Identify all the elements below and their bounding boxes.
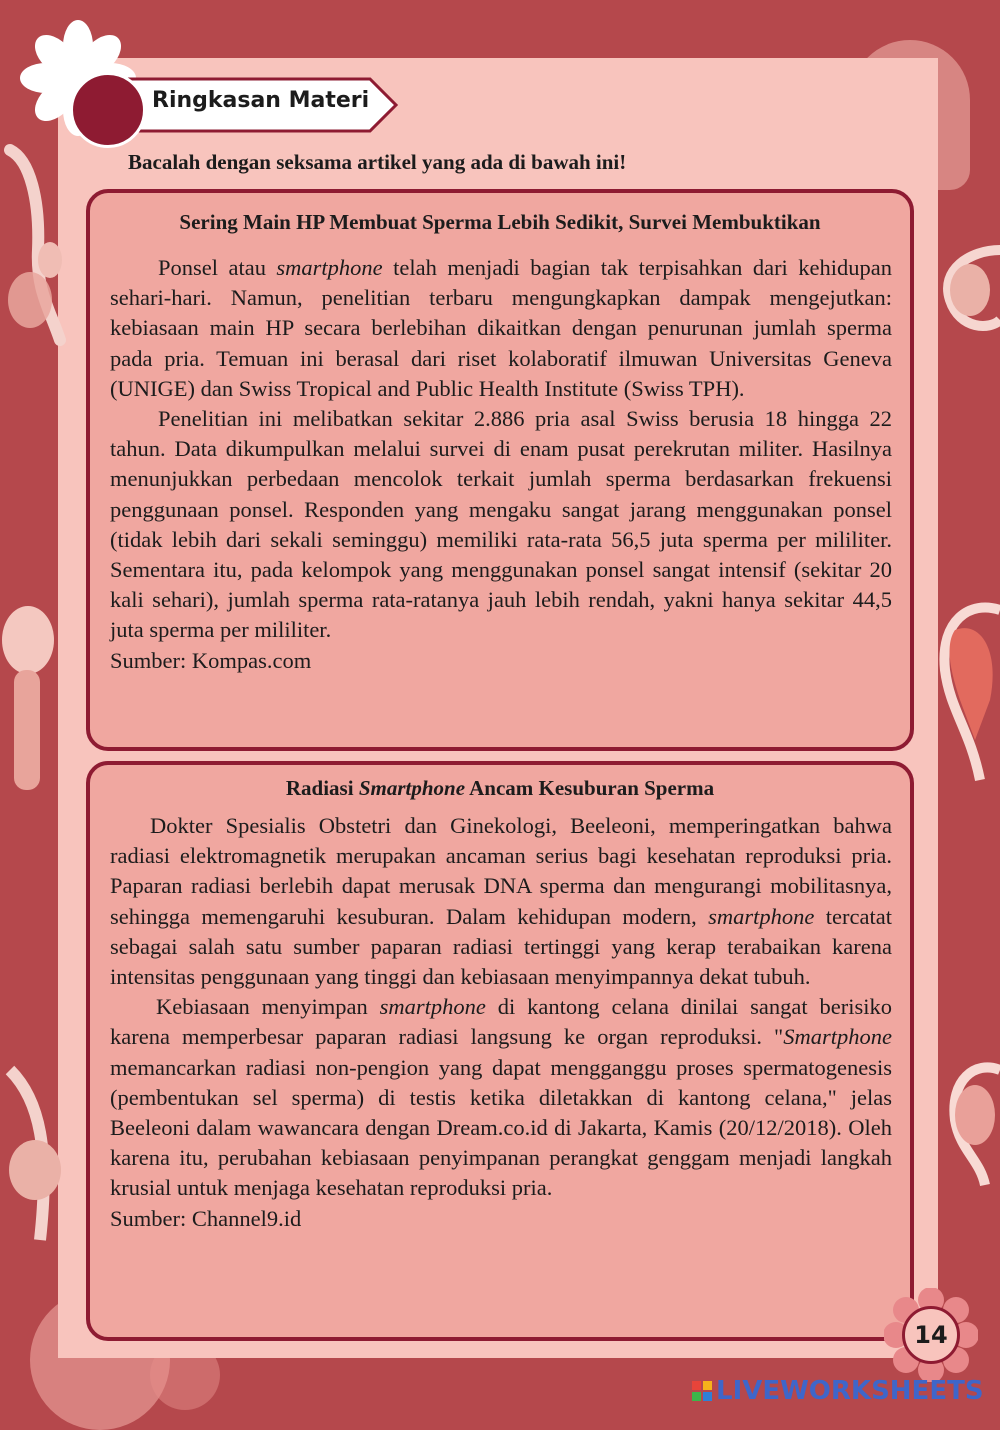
uterus-illustration-right-mid-icon [930, 590, 1000, 790]
article-2-paragraph-1 [110, 811, 892, 992]
page-number: 14 [902, 1306, 960, 1364]
text-run: di kantong celana dinilai sangat berisiko karena memperbesar paparan radiasi langsung ke organ reproduksi. " [110, 994, 892, 1050]
reproductive-illustration-left-bottom-icon [0, 1060, 70, 1250]
text-run: memancarkan radiasi non-pengion yang dapat mengganggu proses spermatogenesis (pembentukan sel sperma) di testis ketika diletakkan di kantong celana," jelas Beeleoni dalam wawancara dengan Dream.co.id di Jakarta, Kamis (20/12/2018). Oleh karena itu, perubahan kebiasaan penyimpanan perangkat genggam menjadi langkah krusial untuk menjaga kesehatan reproduksi pria. [110, 1054, 892, 1201]
article-1-body [110, 253, 892, 676]
article-2-source: Sumber: Channel9.id [110, 1205, 302, 1231]
text-run: telah menjadi bagian tak terpisahkan dari kehidupan sehari-hari. Namun, penelitian terbaru mengungkapkan dampak mengejutkan: kebiasaan main HP secara berlebihan dikaitkan dengan penurunan jumlah sperma pada pria. Temuan ini berasal dari riset kolaboratif ilmuwan Universitas Geneva (UNIGE) dan Swiss Tropical and Public Health Institute (Swiss TPH). [110, 255, 892, 401]
article-2-title [90, 776, 910, 801]
italic-text: Smartphone [358, 776, 466, 800]
italic-text: smartphone [379, 994, 486, 1020]
italic-text: smartphone [708, 903, 815, 929]
article-1-paragraph-2: Penelitian ini melibatkan sekitar 2.886 pria asal Swiss berusia 18 hingga 22 tahun. Data dikumpulkan melalui survei di enam pusat perekrutan militer. Hasilnya menunjukkan perbedaan mencolok terkait jumlah sperma berdasarkan frekuensi penggunaan ponsel. Responden yang mengaku sangat jarang menggunakan ponsel (tidak lebih dari sekali seminggu) memiliki rata-rata 56,5 juta sperma per mililiter. Sementara itu, pada kelompok yang menggunakan ponsel sangat intensif (sekitar 20 kali sehari), jumlah sperma rata-ratanya jauh lebih rendah, yakni hanya sekitar 44,5 juta sperma per mililiter. [110, 406, 892, 643]
liveworksheets-logo-icon [692, 1381, 712, 1401]
italic-text: Smartphone [783, 1024, 892, 1050]
uterus-illustration-right-bottom-icon [935, 1040, 1000, 1190]
italic-text: smartphone [276, 255, 383, 280]
article-2-body [110, 811, 892, 1234]
liveworksheets-watermark [692, 1376, 984, 1406]
text-run: Ancam Kesuburan Sperma [465, 776, 715, 800]
page-number-badge [884, 1288, 978, 1382]
text-run: Radiasi [285, 776, 359, 800]
article-1-title: Sering Main HP Membuat Sperma Lebih Sedikit, Survei Membuktikan [179, 210, 821, 234]
text-run: Ponsel atau [158, 255, 277, 280]
article-box-1 [86, 189, 914, 751]
header-circle-badge [70, 72, 146, 148]
female-reproductive-illustration-right-top-icon [930, 230, 1000, 350]
male-reproductive-illustration-left-mid-icon [0, 600, 60, 800]
article-2-paragraph-2 [110, 992, 892, 1203]
text-run: Dokter Spesialis Obstetri dan Ginekologi, Beeleoni, memperingatkan bahwa radiasi elektromagnetik merupakan ancaman serius bagi kesehatan reproduksi pria. Paparan radiasi berlebih dapat merusak DNA sperma dan mengurangi mobilitasnya, sehingga memengaruhi kesuburan. Dalam kehidupan modern, [110, 813, 892, 929]
article-box-2 [86, 761, 914, 1341]
liveworksheets-text: LIVEWORKSHEETS [716, 1376, 984, 1406]
text-run: Kebiasaan menyimpan [156, 994, 380, 1020]
text-run: tercatat sebagai salah satu sumber paparan radiasi tertinggi yang kerap terabaikan karena intensitas penggunaan yang tinggi dan kebiasaan menyimpannya dekat tubuh. [110, 903, 892, 990]
article-1-source: Sumber: Kompas.com [110, 647, 312, 673]
instruction-text: Bacalah dengan seksama artikel yang ada di bawah ini! [128, 150, 627, 174]
section-title: Ringkasan Materi [152, 88, 370, 113]
article-1-paragraph-1 [110, 253, 892, 404]
male-reproductive-illustration-top-left-icon [0, 140, 80, 350]
